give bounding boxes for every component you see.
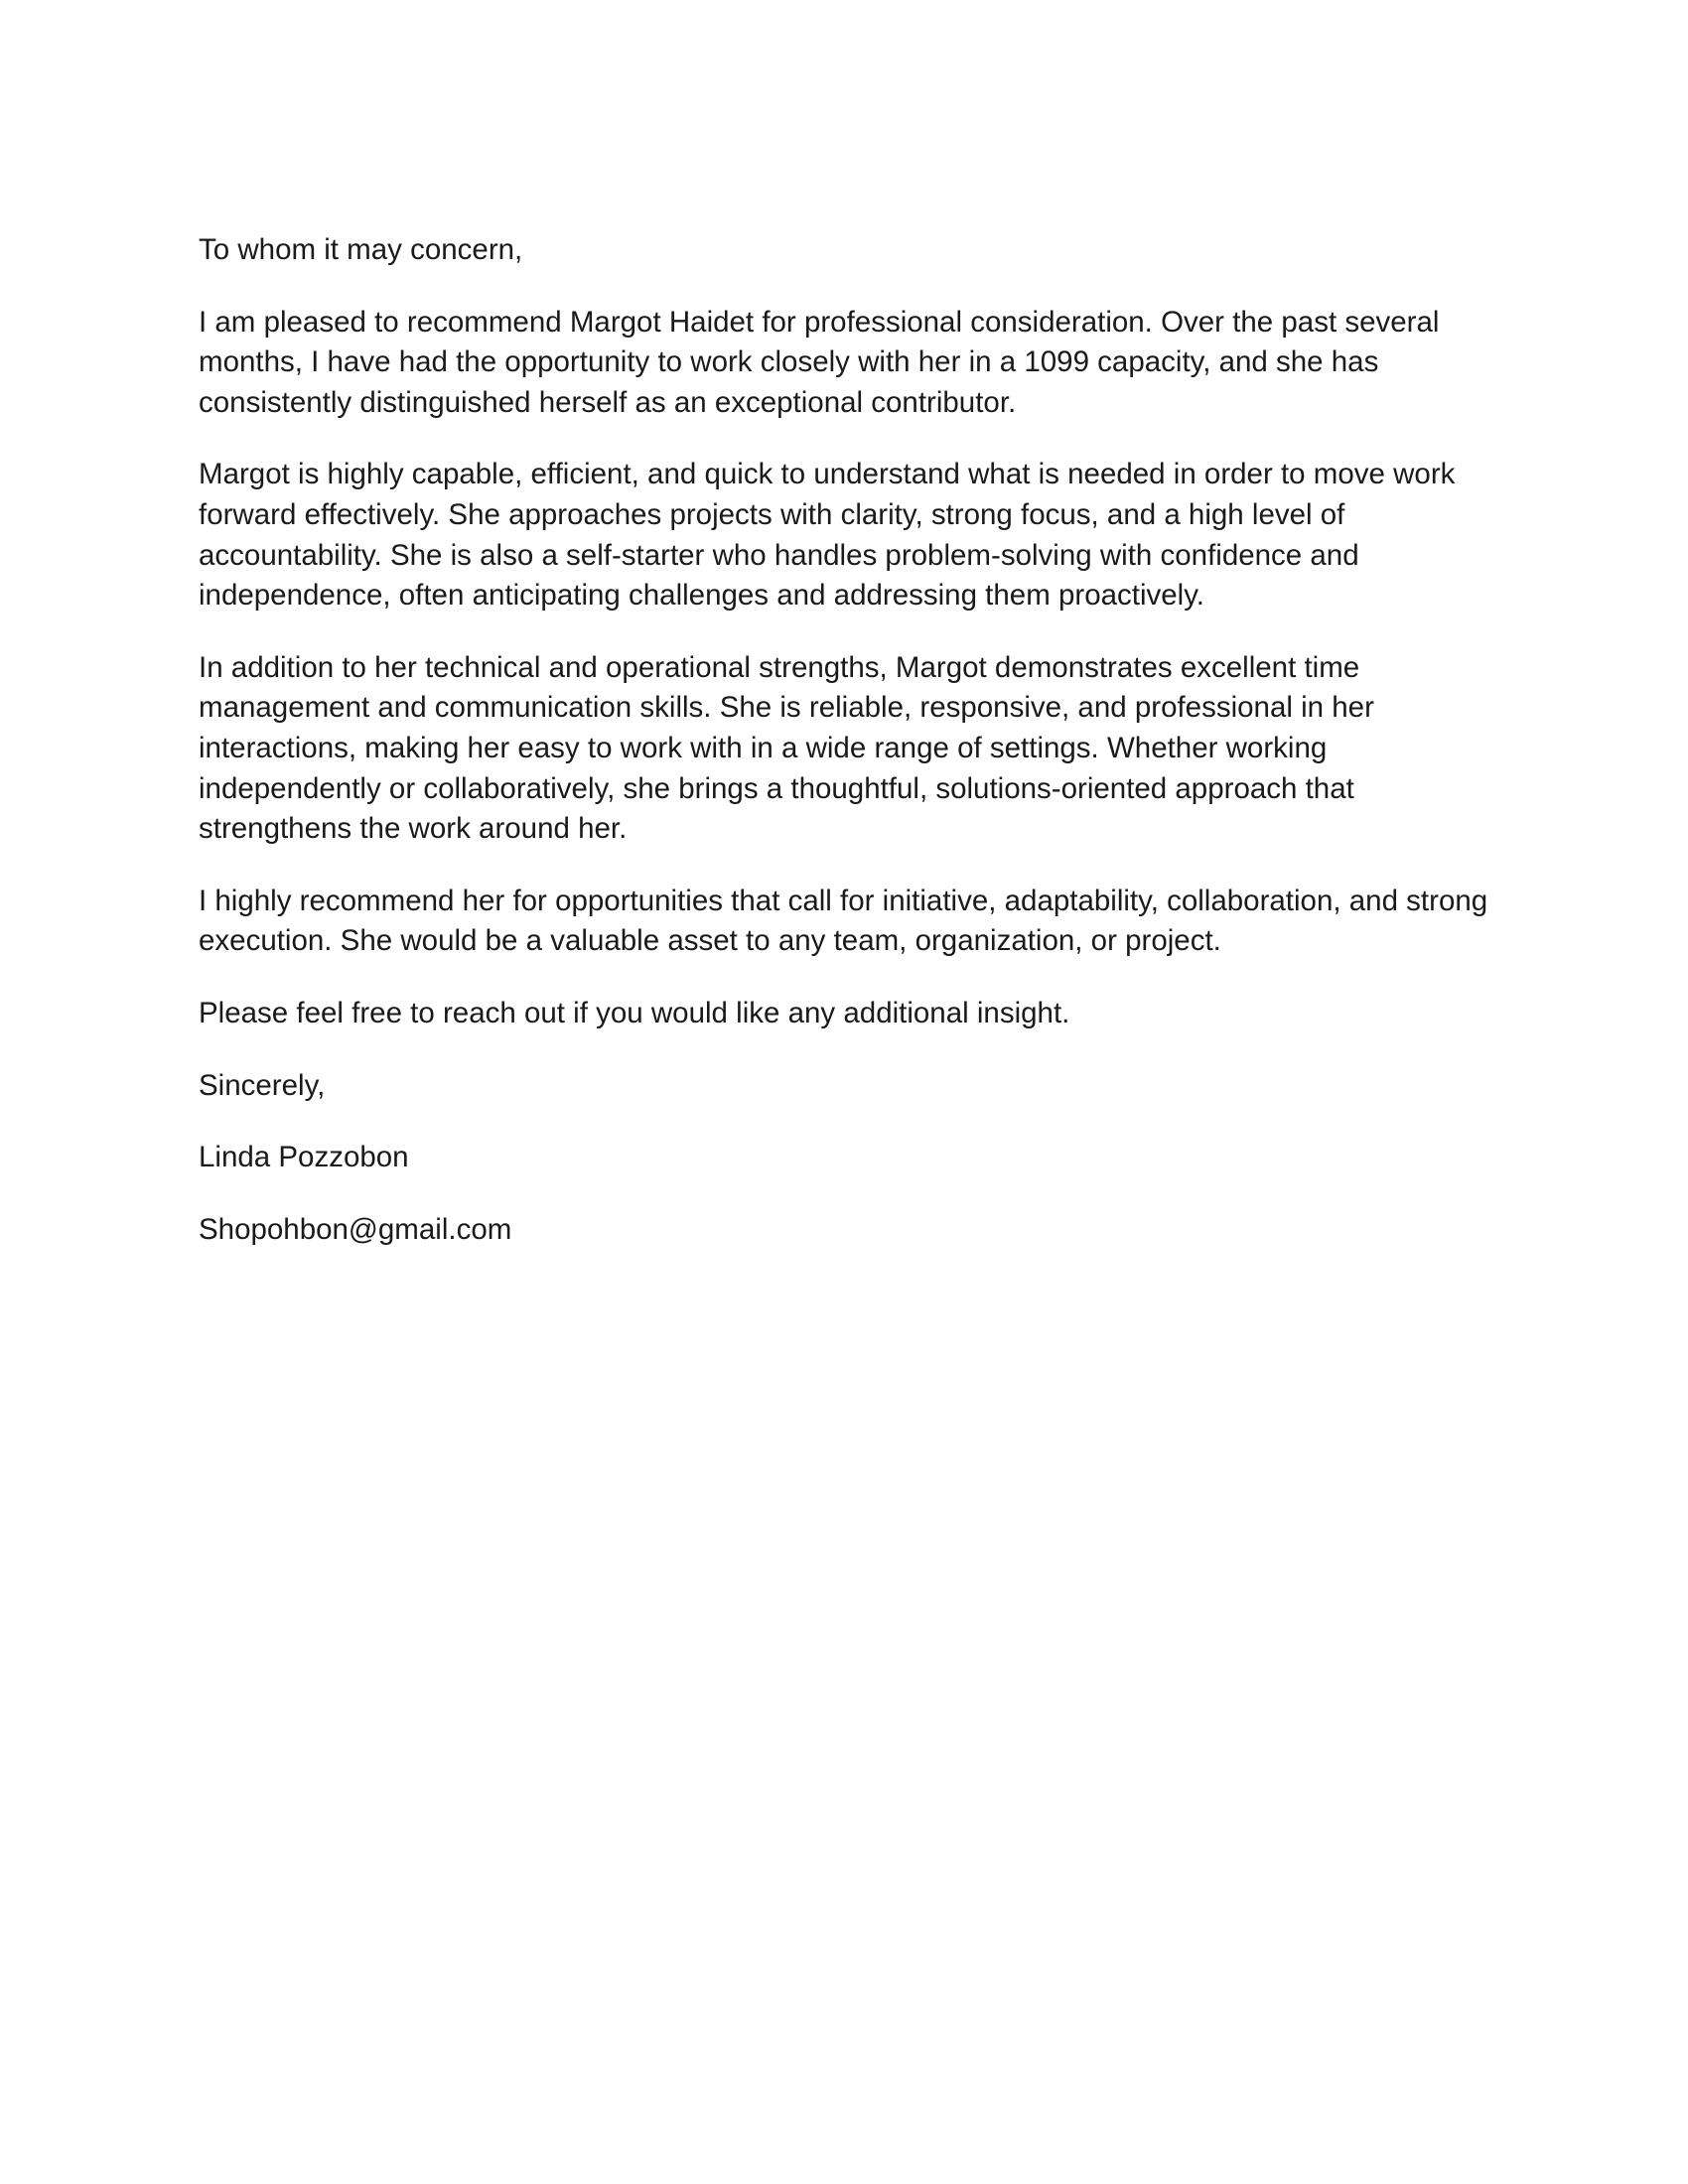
- paragraph-contact: Please feel free to reach out if you would like any additional insight.: [199, 996, 1070, 1029]
- paragraph-intro: I am pleased to recommend Margot Haidet for professional consideration. Over the past several months, I have had the opportunity to work closely with her in a 1099 capacity, and she has consistently distinguished herself as an exceptional contributor.: [199, 305, 1440, 419]
- closing: Sincerely,: [199, 1068, 326, 1102]
- signer-email: Shopohbon@gmail.com: [199, 1212, 512, 1246]
- salutation: To whom it may concern,: [199, 233, 523, 266]
- signer-name: Linda Pozzobon: [199, 1141, 409, 1174]
- paragraph-capabilities: Margot is highly capable, efficient, and quick to understand what is needed in order to move work forward effectively. She approaches projects with clarity, strong focus, and a high level of accountability. She is also a self-starter who handles problem-solving with confidence and independence, often anticipating challenges and addressing them proactively.: [199, 458, 1456, 613]
- paragraph-strengths: In addition to her technical and operational strengths, Margot demonstrates excellent time management and communication skills. She is reliable, responsive, and professional in her interactions, making her easy to work with in a wide range of settings. Whether working independently or collaboratively, she brings a thoughtful, solutions-oriented approach that strengthens the work around her.: [199, 650, 1374, 846]
- paragraph-recommendation: I highly recommend her for opportunities that call for initiative, adaptability, collaboration, and strong execution. She would be a valuable asset to any team, organization, or project.: [199, 884, 1488, 958]
- letter-body: [199, 230, 1499, 1282]
